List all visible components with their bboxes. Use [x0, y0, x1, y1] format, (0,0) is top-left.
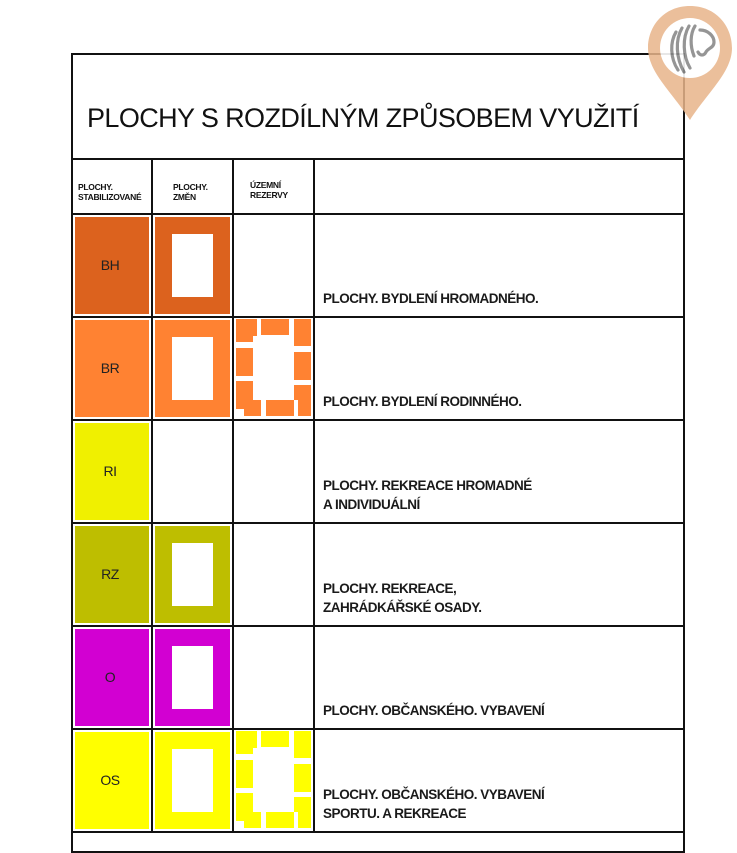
- area-code: BH: [100, 257, 120, 273]
- header-changes-line1: PLOCHY.: [173, 182, 208, 192]
- stabilized-cell: [73, 421, 153, 522]
- legend-row-o: [73, 627, 683, 730]
- area-description-line1: PLOCHY. REKREACE HROMADNÉ: [323, 478, 532, 493]
- area-description: [323, 785, 544, 823]
- area-code: OS: [100, 772, 120, 788]
- stabilized-cell: [73, 524, 153, 625]
- area-code: BR: [100, 360, 120, 376]
- stabilized-cell: [73, 627, 153, 728]
- description-cell: [315, 318, 683, 419]
- reserve-cell: [234, 421, 315, 522]
- area-description: [323, 392, 522, 411]
- area-description: [323, 701, 544, 720]
- area-description: [323, 289, 538, 308]
- reserve-cell: [234, 730, 315, 831]
- area-description-line2: SPORTU. A REKREACE: [323, 806, 467, 821]
- legend-row-bh: [73, 215, 683, 318]
- lion-map-pin-icon: [642, 2, 737, 124]
- reserve-cell: [234, 318, 315, 419]
- change-cell: [153, 627, 234, 728]
- change-swatch: [155, 526, 230, 623]
- change-swatch-hole: [172, 646, 213, 709]
- header-reserves: [234, 160, 315, 213]
- change-cell: [153, 524, 234, 625]
- area-code: RI: [103, 463, 117, 479]
- header-changes-line2: ZMĚN: [173, 192, 196, 202]
- header-reserves-line2: REZERVY: [250, 190, 288, 200]
- area-description-line1: PLOCHY. BYDLENÍ RODINNÉHO.: [323, 394, 522, 409]
- change-swatch: [155, 732, 230, 829]
- area-description-line1: PLOCHY. BYDLENÍ HROMADNÉHO.: [323, 291, 539, 306]
- area-description-line1: PLOCHY. OBČANSKÉHO. VYBAVENÍ: [323, 703, 545, 718]
- reserve-cell: [234, 215, 315, 316]
- change-swatch: [155, 629, 230, 726]
- legend-row-br: [73, 318, 683, 421]
- change-swatch: [155, 217, 230, 314]
- header-stabilized-line2: STABILIZOVANÉ: [78, 192, 142, 202]
- header-description: [315, 160, 683, 213]
- reserve-hatch-icon: [236, 731, 312, 831]
- change-swatch-hole: [172, 749, 213, 812]
- change-cell: [153, 730, 234, 831]
- area-description-line1: PLOCHY. OBČANSKÉHO. VYBAVENÍ: [323, 787, 545, 802]
- description-cell: [315, 627, 683, 728]
- header-stabilized-line1: PLOCHY.: [78, 182, 113, 192]
- stabilized-cell: [73, 730, 153, 831]
- legend-row-rz: [73, 524, 683, 627]
- area-description: [323, 579, 482, 617]
- description-cell: [315, 730, 683, 831]
- description-cell: [315, 421, 683, 522]
- legend-row-ri: [73, 421, 683, 524]
- area-description-line1: PLOCHY. REKREACE,: [323, 581, 457, 596]
- reserve-cell: [234, 627, 315, 728]
- description-cell: [315, 215, 683, 316]
- legend-table: [71, 53, 685, 853]
- header-changes: [153, 160, 234, 213]
- change-cell: [153, 421, 234, 522]
- reserve-hatch-icon: [236, 319, 312, 419]
- area-description-line2: A INDIVIDUÁLNÍ: [323, 497, 420, 512]
- header-reserves-line1: ÚZEMNÍ: [250, 180, 281, 190]
- area-description-line2: ZAHRÁDKÁŘSKÉ OSADY.: [323, 600, 482, 615]
- title-cell: [73, 55, 683, 160]
- area-code: O: [104, 669, 116, 685]
- change-cell: [153, 215, 234, 316]
- change-swatch-hole: [172, 337, 213, 400]
- area-description: [323, 476, 532, 514]
- change-swatch-hole: [172, 543, 213, 606]
- header-stabilized: [73, 160, 153, 213]
- reserve-cell: [234, 524, 315, 625]
- legend-row-os: [73, 730, 683, 833]
- stabilized-cell: [73, 318, 153, 419]
- area-code: RZ: [101, 566, 119, 582]
- change-swatch: [155, 320, 230, 417]
- stabilized-cell: [73, 215, 153, 316]
- change-swatch-hole: [172, 234, 213, 297]
- header-row: [73, 160, 683, 215]
- description-cell: [315, 524, 683, 625]
- legend-title: PLOCHY S ROZDÍLNÝM ZPŮSOBEM VYUŽITÍ: [87, 103, 639, 133]
- change-cell: [153, 318, 234, 419]
